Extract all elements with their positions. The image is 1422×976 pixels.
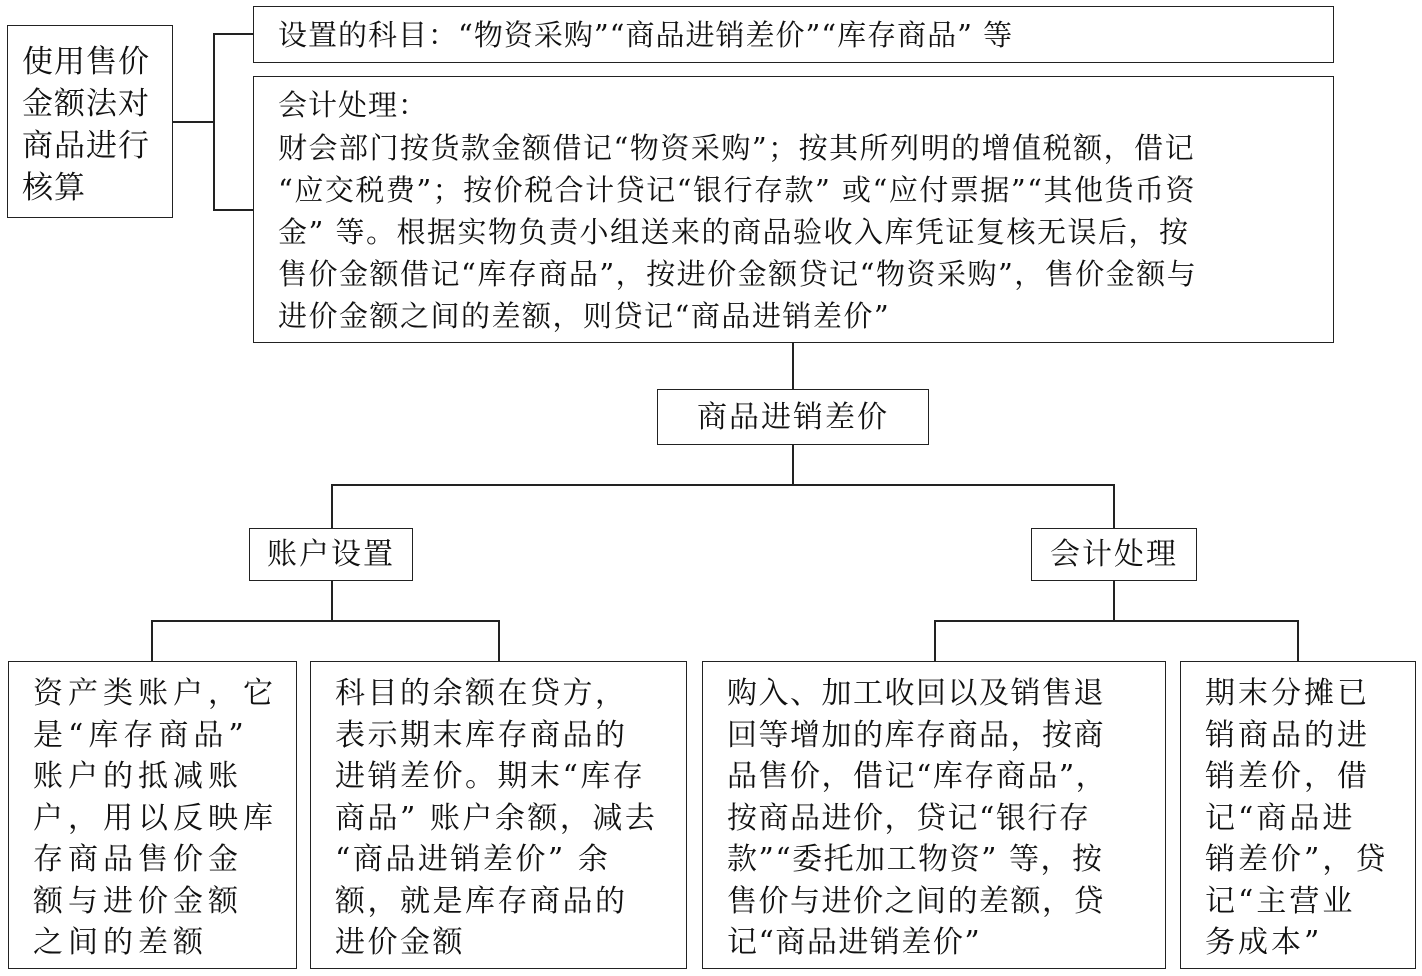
branch-left-label: 账户设置: [267, 537, 395, 572]
leaf-box-4: [1180, 661, 1416, 969]
connector-center-split: [331, 484, 1114, 486]
leaf-text-1: 资产类账户，它 是“库存商品” 账户的抵减账 户，用以反映库 存商品售价金 额与进价金额 之间的差额: [33, 676, 278, 960]
connector-bracket-vertical: [213, 33, 215, 210]
subjects-box: [253, 6, 1334, 63]
leaf-box-3: [702, 661, 1166, 969]
center-node-box: [657, 389, 929, 445]
connector-to-branch-left: [331, 484, 333, 528]
connector-center-down: [792, 444, 794, 485]
connector-to-leaf-2: [498, 620, 500, 661]
connector-to-branch-right: [1113, 484, 1115, 528]
branch-right-box: [1031, 528, 1197, 581]
connector-to-leaf-4: [1297, 620, 1299, 661]
center-node-label: 商品进销差价: [697, 399, 889, 435]
connector-to-accounting: [213, 209, 253, 211]
title-text: 使用售价 金额法对 商品进行 核算: [22, 44, 150, 206]
connector-branch-left-down: [331, 580, 333, 621]
connector-branch-left-split: [151, 620, 499, 622]
accounting-body: 财会部门按货款金额借记“物资采购”；按其所列明的增值税额，借记 “应交税费”；按价税合计贷记“银行存款” 或“应付票据”“其他货币资 金” 等。根据实物负责小组送来的商品验收入库凭证复核无误后，按 售价金额借记“库存商品”，按进价金额贷记“物资采购”，售价金额与 进价金额之间的差额，则贷记“商品进销差价”: [278, 131, 1198, 333]
title-box: [7, 25, 173, 218]
leaf-text-3: 购入、加工收回以及销售退 回等增加的库存商品，按商 品售价，借记“库存商品”， 按商品进价，贷记“银行存 款”“委托加工物资” 等，按 售价与进价之间的差额，贷 记“商品进销差价”: [727, 676, 1108, 960]
connector-to-leaf-3: [934, 620, 936, 661]
leaf-text-2: 科目的余额在贷方， 表示期末库存商品的 进销差价。期末“库存 商品” 账户余额，减去 “商品进销差价” 余 额，就是库存商品的 进价金额: [335, 676, 658, 960]
accounting-heading: 会计处理：: [278, 88, 429, 122]
subjects-text: 设置的科目：“物资采购”“商品进销差价”“库存商品” 等: [278, 18, 1014, 52]
accounting-box: [253, 76, 1334, 343]
leaf-box-2: [310, 661, 687, 969]
connector-to-leaf-1: [151, 620, 153, 661]
connector-to-subjects: [213, 33, 253, 35]
leaf-box-1: [8, 661, 297, 969]
connector-title-out: [172, 121, 214, 123]
connector-accounting-to-center: [792, 342, 794, 389]
branch-right-label: 会计处理: [1050, 537, 1178, 572]
branch-left-box: [249, 528, 413, 581]
connector-branch-right-split: [934, 620, 1298, 622]
connector-branch-right-down: [1113, 580, 1115, 621]
leaf-text-4: 期末分摊已 销商品的进 销差价，借 记“商品进 销差价”，贷 记“主营业 务成本”: [1205, 676, 1389, 960]
